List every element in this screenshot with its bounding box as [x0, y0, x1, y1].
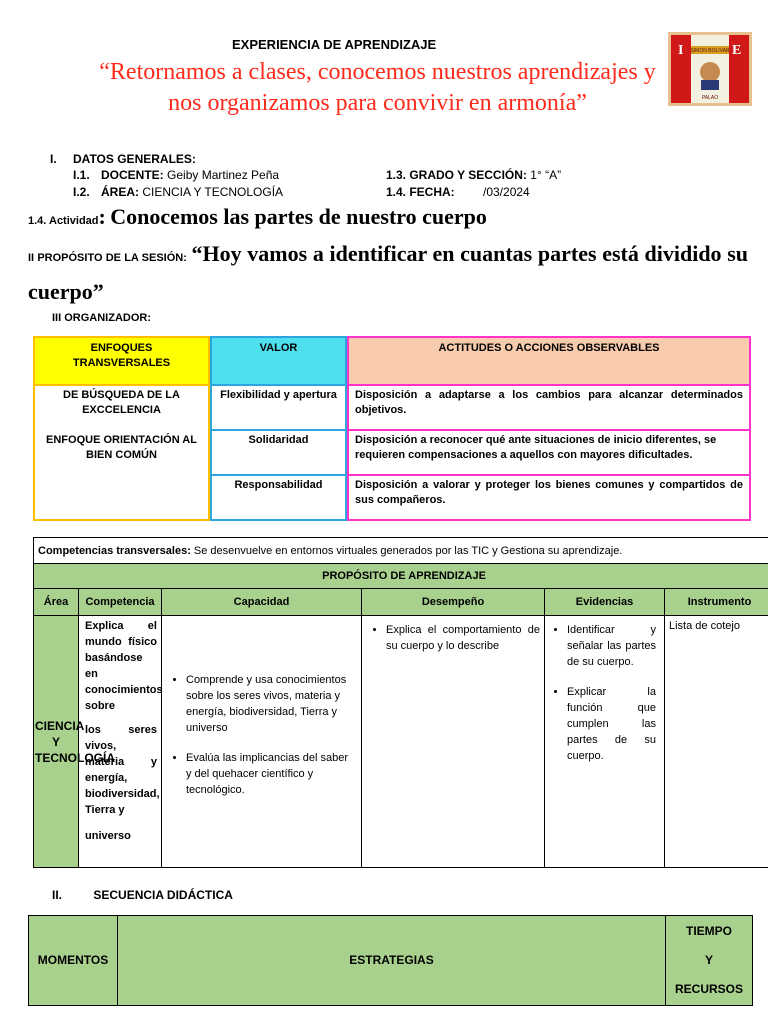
capacidad-list	[166, 672, 355, 798]
col-area: Área	[34, 589, 79, 616]
desempeno-item: • Explica el comportamiento de su cuerpo y lo describe	[386, 622, 540, 654]
activity-label: 1.4. Actividad	[28, 215, 99, 227]
evidencias-cell	[545, 616, 665, 868]
docente-value: Geiby Martinez Peña	[167, 168, 280, 182]
fecha-label: 1.4. FECHA:	[386, 185, 455, 199]
instrumento-cell: Lista de cotejo	[665, 616, 768, 868]
valor-solidaridad: Solidaridad	[210, 431, 347, 476]
desempeno-cell	[362, 616, 545, 868]
grado-label: 1.3. GRADO Y SECCIÓN:	[386, 168, 527, 182]
proposito-row	[34, 564, 768, 589]
fecha-value: /03/2024	[483, 185, 530, 199]
tiempo-header	[666, 916, 753, 1006]
purpose-line	[28, 237, 748, 311]
grado-value: 1° “A”	[530, 168, 562, 182]
tiempo-line-1: TIEMPO	[685, 924, 732, 938]
actitud-adaptarse: Disposición a adaptarse a los cambios para alcanzar determinados objetivos.	[347, 386, 751, 431]
activity-value: Conocemos las partes de nuestro cuerpo	[110, 204, 487, 229]
main-title: “Retornamos a clases, conocemos nuestros aprendizajes y nos organizamos para convivir en armonía”	[99, 59, 656, 116]
organizer-header-actitudes: ACTITUDES O ACCIONES OBSERVABLES	[347, 336, 751, 386]
valor-flexibilidad: Flexibilidad y apertura	[210, 386, 347, 431]
col-desempeno: Desempeño	[362, 589, 545, 616]
transversal-value: Se desenvuelve en entornos virtuales generados por las TIC y Gestiona su aprendizaje.	[193, 544, 623, 557]
proposito-header: PROPÓSITO DE APRENDIZAJE	[34, 564, 768, 589]
area-value: CIENCIA Y TECNOLOGÍA	[142, 185, 284, 199]
datos-heading-num: I.	[50, 152, 57, 166]
capacidad-item: • Evalúa las implicancias del saber y del quehacer científico y tecnológico.	[186, 750, 355, 798]
experience-label: EXPERIENCIA DE APRENDIZAJE	[232, 37, 437, 52]
competencia-text-2: los seres vivos, materia y energía, biodiversidad, Tierra y	[85, 724, 160, 816]
svg-text:PALAO: PALAO	[701, 95, 719, 101]
datos-heading: DATOS GENERALES:	[73, 152, 196, 166]
estrategias-header: ESTRATEGIAS	[118, 916, 666, 1006]
capacidad-cell	[162, 616, 362, 868]
area-row	[101, 185, 283, 200]
competencia-text-3: universo	[85, 830, 131, 842]
organizer-header-valor: VALOR	[210, 336, 347, 386]
enfoque-bien-comun: ENFOQUE ORIENTACIÓN AL BIEN COMÚN	[33, 431, 210, 521]
area-num: I.2.	[73, 185, 90, 199]
evidencia-item: • Explicar la función que cumplen las partes de su cuerpo.	[567, 684, 656, 764]
content-row	[34, 616, 768, 868]
transversal-row	[34, 538, 768, 564]
valor-responsabilidad: Responsabilidad	[210, 476, 347, 521]
sequence-header-row	[29, 916, 753, 1006]
area-cell: CIENCIA Y TECNOLOGÍA	[34, 616, 79, 868]
col-evidencias: Evidencias	[545, 589, 665, 616]
tiempo-line-2: Y	[704, 953, 713, 967]
evidencia-item: • Identificar y señalar las partes de su cuerpo.	[567, 622, 656, 670]
tiempo-line-3: RECURSOS	[674, 982, 743, 996]
competencia-cell	[79, 616, 162, 868]
evidencias-list	[547, 622, 656, 764]
sequence-heading	[52, 888, 233, 902]
activity-colon: :	[98, 204, 106, 229]
capacidad-item: • Comprende y usa conocimientos sobre los seres vivos, materia y energía, biodiversidad, Tierra y universo	[186, 672, 355, 736]
competencies-table	[33, 537, 768, 868]
sequence-label: SECUENCIA DIDÁCTICA	[93, 888, 233, 902]
sequence-table	[28, 915, 753, 1006]
col-capacidad: Capacidad	[162, 589, 362, 616]
svg-text:I: I	[678, 43, 684, 58]
school-logo	[668, 32, 752, 106]
momentos-header: MOMENTOS	[29, 916, 118, 1006]
enfoque-busqueda: DE BÚSQUEDA DE LA EXCCELENCIA	[33, 386, 210, 431]
col-competencia: Competencia	[79, 589, 162, 616]
desempeno-list	[366, 622, 540, 654]
grado-row	[386, 168, 561, 183]
docente-row	[101, 168, 279, 183]
area-label: ÁREA:	[101, 185, 139, 199]
organizer-label: III ORGANIZADOR:	[52, 312, 151, 324]
docente-num: I.1.	[73, 168, 90, 182]
activity-line	[28, 204, 487, 230]
actitud-valorar: Disposición a valorar y proteger los bienes comunes y compartidos de sus compañeros.	[347, 476, 751, 521]
purpose-value: “Hoy vamos a identificar en cuantas partes está dividido su cuerpo”	[28, 241, 748, 304]
organizer-table	[33, 336, 751, 521]
sequence-num: II.	[52, 888, 63, 902]
organizer-header-enfoques: ENFOQUES TRANSVERSALES	[33, 336, 210, 386]
svg-text:SIMON BOLIVAR: SIMON BOLIVAR	[690, 48, 730, 54]
actitud-reconocer: Disposición a reconocer qué ante situaciones de inicio diferentes, se requieren compensaciones a aquellos con mayores dificultades.	[347, 431, 751, 476]
purpose-label: II PROPÓSITO DE LA SESIÓN:	[28, 252, 187, 264]
transversal-cell	[34, 538, 768, 564]
competencia-text-1: Explica el mundo físico basándose en conocimientos sobre	[85, 620, 163, 712]
svg-text:E: E	[732, 43, 742, 58]
docente-label: DOCENTE:	[101, 168, 164, 182]
col-instrumento: Instrumento	[665, 589, 768, 616]
transversal-label: Competencias transversales:	[38, 544, 191, 557]
columns-row	[34, 589, 768, 616]
